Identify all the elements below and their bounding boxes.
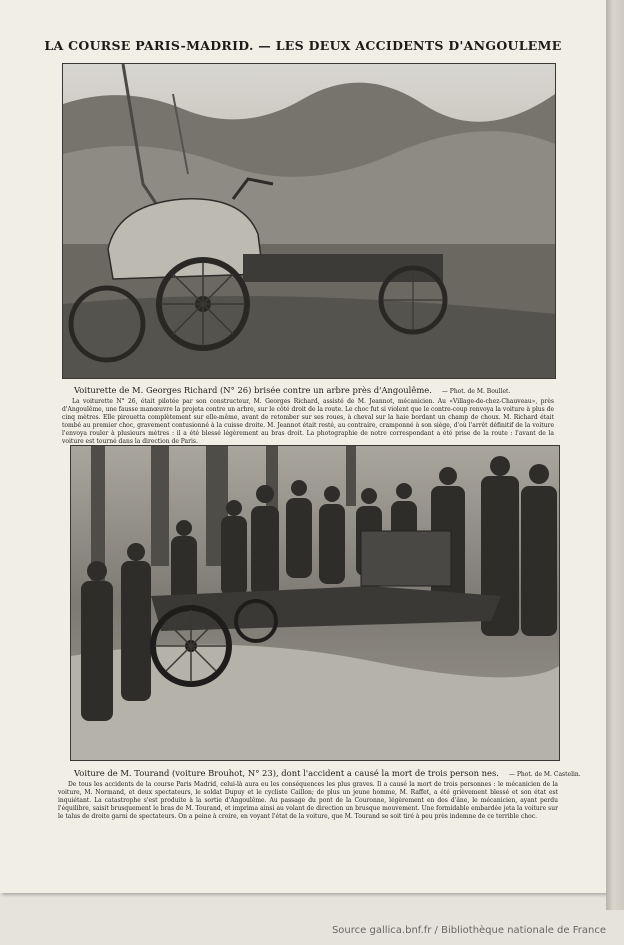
photo1-credit: — Phot. de M. Boullet. bbox=[441, 388, 511, 395]
page-edge bbox=[606, 0, 624, 910]
photo-tourand-image bbox=[71, 446, 559, 760]
source-credit: Source gallica.bnf.fr / Bibliothèque nationale de France bbox=[331, 925, 606, 936]
photo2-caption-text: Voiture de M. Tourand (voiture Brouhot, N° 23), dont l'accident a causé la mort de trois person nes. bbox=[74, 768, 499, 778]
photo2-caption bbox=[74, 768, 581, 778]
photo-voiturette-crash bbox=[62, 63, 556, 379]
photo1-caption bbox=[74, 385, 510, 395]
page-title: LA COURSE PARIS-MADRID. — LES DEUX ACCIDENTS D'ANGOULEME bbox=[44, 38, 562, 53]
photo2-article-text: De tous les accidents de la course Paris Madrid, celui-là aura eu les conséquences les plus graves. Il a causé la mort de trois personnes : le mécanicien de la voiture, M. Normand, et deux spectateurs, le soldat Dupuy et le cycliste Caillon; de plus un jeune homme, M. Raffet, a été grièvement blessé et son état est inquiétant. La catastrophe s'est produite à la sortie d'Angoulême. Au passage du pont de la Couronne, légèrement en dos d'âne, le mécanicien, ayant perdu l'équilibre, saisit brusquement le bras de M. Tourand, et imprima ainsi au volant de direction un brusque mouvement. Une formidable embardée jeta la voiture sur le talus de droite garni de spectateurs. On a peine à croire, en voyant l'état de la voiture, que M. Tourand se soit tiré à peu près indemne de ce terrible choc. bbox=[58, 781, 558, 821]
photo-tourand-crash bbox=[70, 445, 560, 761]
photo-voiturette-image bbox=[63, 64, 555, 378]
photo1-article-text: La voiturette N° 26, était pilotée par son constructeur, M. Georges Richard, assisté de M. Jeannot, mécanicien. Au «Village-de-chez-Chauveau», près d'Angoulême, une fausse manœuvre la projeta contre un arbre, sur le côté droit de la route. Le choc fut si violent que le contre-coup renvoya la voiture à plus de cinq mètres. Elle pirouetta complètement sur elle-même, avant de retomber sur ses roues, à cheval sur la haie bordant un champ de choux. M. Richard était tombé au premier choc, gravement contusionné à la cuisse droite. M. Jeannot était resté, au contraire, cramponné à son siège, d'où l'arrêt définitif de la voiture l'envoya rouler à plusieurs mètres : il a été blessé légèrement au bras droit. La photographie de notre correspondant a été prise de la route : l'avant de la voiture est tourné dans la direction de Paris. bbox=[62, 398, 554, 446]
photo2-credit: — Phot. de M. Castelin. bbox=[508, 771, 581, 778]
photo1-caption-text: Voiturette de M. Georges Richard (N° 26) brisée contre un arbre près d'Angoulême. bbox=[74, 385, 432, 395]
